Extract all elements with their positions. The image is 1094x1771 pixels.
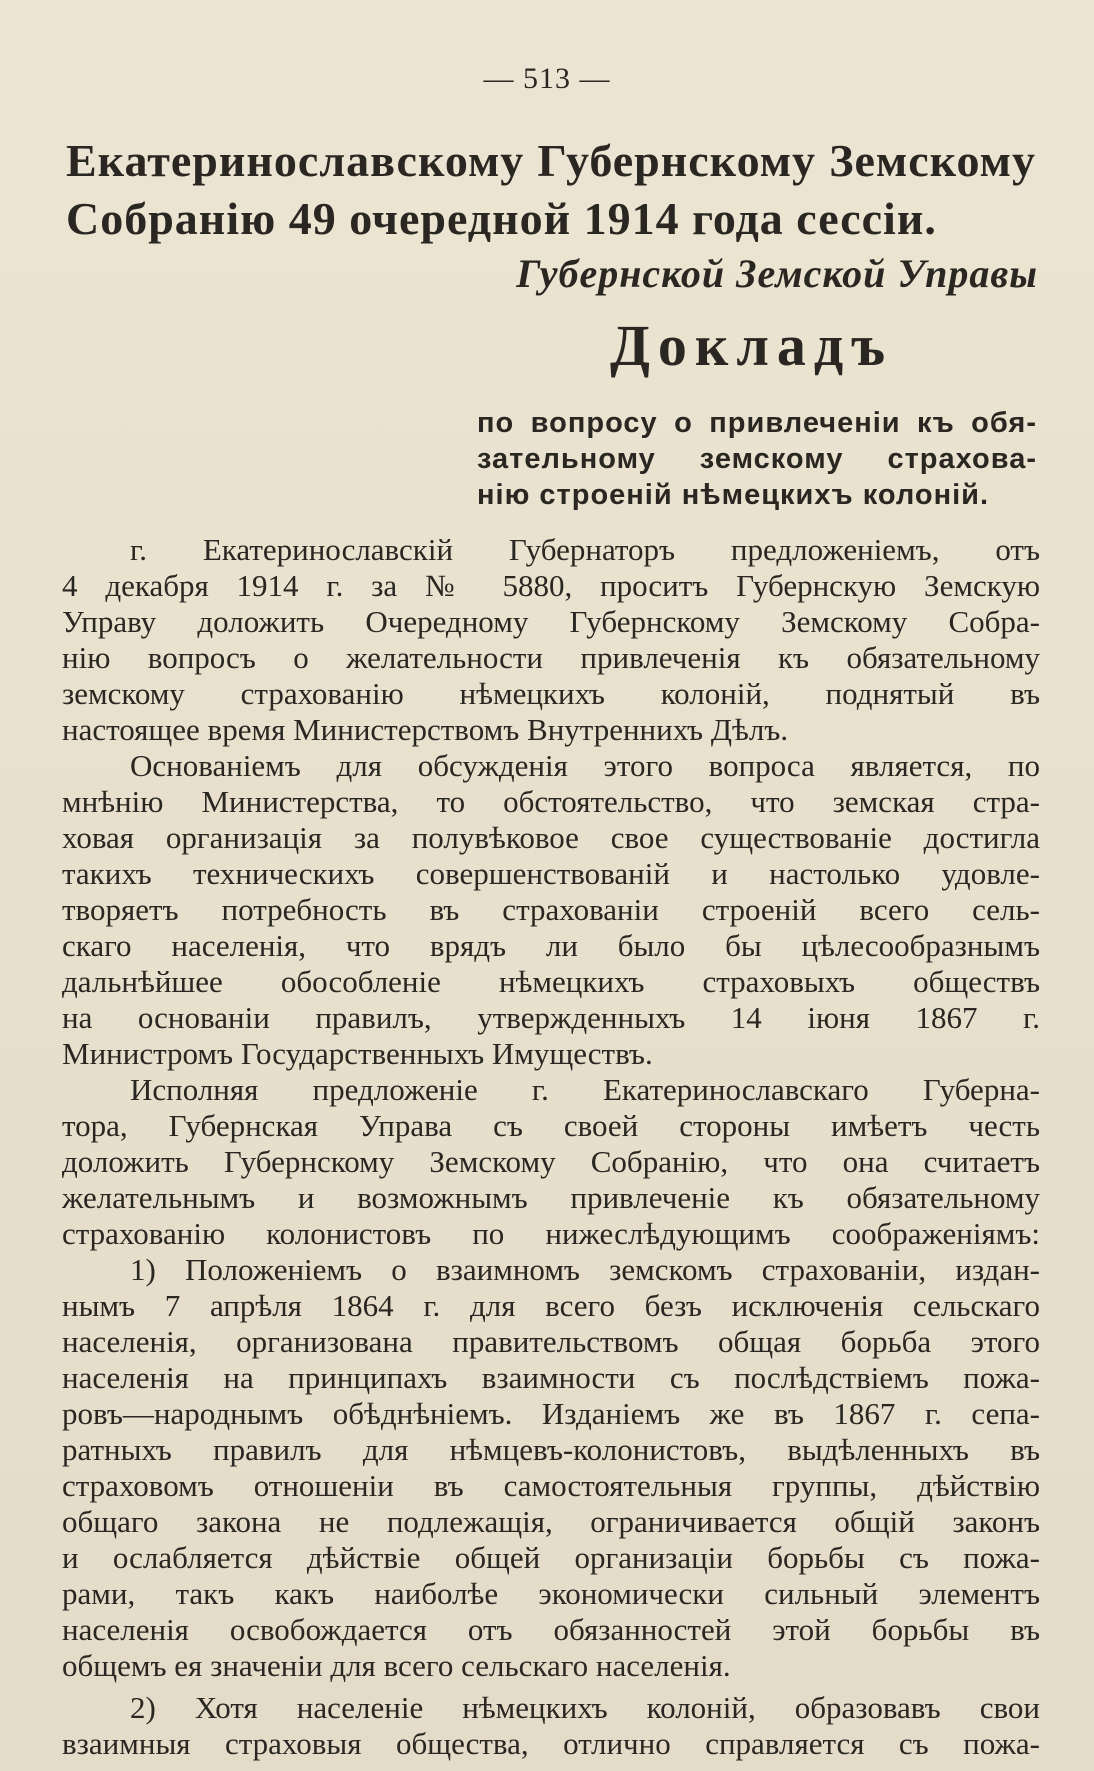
body-line: на основаніи правилъ, утвержденныхъ 14 іюня 1867 г.	[62, 1000, 1040, 1035]
title-line-2: Собранію 49 очередной 1914 года сессіи.	[66, 193, 937, 244]
body-line: Управу доложить Очередному Губернскому Земскому Собра-	[62, 604, 1040, 639]
body-line: населенія на принципахъ взаимности съ послѣдствіемъ пожа-	[62, 1360, 1040, 1395]
subject-line-2: зательному земскому страхова-	[477, 443, 1037, 475]
document-type-heading: Докладъ	[610, 313, 894, 378]
body-line: страхованію колонистовъ по нижеслѣдующимъ соображеніямъ:	[62, 1216, 1040, 1251]
body-line: 2) Хотя населеніе нѣмецкихъ колоній, образовавъ свои	[130, 1690, 1040, 1725]
body-line: ровъ—народнымъ обѣднѣніемъ. Изданіемъ же въ 1867 г. сепа-	[62, 1396, 1040, 1431]
page-number: — 513 —	[483, 62, 611, 95]
body-line: желательнымъ и возможнымъ привлеченіе къ обязательному	[62, 1180, 1040, 1215]
body-line: нію вопросъ о желательности привлеченія къ обязательному	[62, 640, 1040, 675]
body-line: ратныхъ правилъ для нѣмцевъ-колонистовъ, выдѣленныхъ въ	[62, 1432, 1040, 1467]
body-line: населенія, организована правительствомъ общая борьба этого	[62, 1324, 1040, 1359]
body-line: общаго закона не подлежащія, ограничивается общій законъ	[62, 1504, 1040, 1539]
title-line-1: Екатеринославскому Губернскому Земскому	[66, 135, 1036, 186]
body-line: такихъ техническихъ совершенствованій и настолько удовле-	[62, 856, 1040, 891]
body-line: г. Екатеринославскій Губернаторъ предложеніемъ, отъ	[130, 532, 1040, 567]
subject-line-1: по вопросу о привлеченіи къ обя-	[477, 407, 1037, 439]
body-line: Основаніемъ для обсужденія этого вопроса является, по	[130, 748, 1040, 783]
body-line: взаимныя страховыя общества, отлично справляется съ пожа-	[62, 1726, 1040, 1761]
body-line: доложить Губернскому Земскому Собранію, что она считаетъ	[62, 1144, 1040, 1179]
body-line: тора, Губернская Управа съ своей стороны имѣетъ честь	[62, 1108, 1040, 1143]
body-line: мнѣнію Министерства, то обстоятельство, что земская стра-	[62, 784, 1040, 819]
body-line: рами, такъ какъ наиболѣе экономически сильный элементъ	[62, 1576, 1040, 1611]
body-line: земскому страхованію нѣмецкихъ колоній, поднятый въ	[62, 676, 1040, 711]
body-line: творяетъ потребность въ страхованіи строеній всего сель-	[62, 892, 1040, 927]
body-line: общемъ ея значеніи для всего сельскаго населенія.	[62, 1648, 731, 1683]
body-line: ховая организація за полувѣковое свое существованіе достигла	[62, 820, 1040, 855]
document-title	[66, 132, 1036, 248]
body-line: 4 декабря 1914 г. за № 5880, проситъ Губернскую Земскую	[62, 568, 1040, 603]
body-line: и ослабляется дѣйствіе общей организаціи борьбы съ пожа-	[62, 1540, 1040, 1575]
document-subject	[477, 405, 1037, 513]
body-line: Исполняя предложеніе г. Екатеринославскаго Губерна-	[130, 1072, 1040, 1107]
body-line: дальнѣйшее обособленіе нѣмецкихъ страховыхъ обществъ	[62, 964, 1040, 999]
body-line: 1) Положеніемъ о взаимномъ земскомъ страхованіи, издан-	[130, 1252, 1040, 1287]
document-author: Губернской Земской Управы	[516, 251, 1038, 296]
body-line: нымъ 7 апрѣля 1864 г. для всего безъ исключенія сельскаго	[62, 1288, 1040, 1323]
body-line: настоящее время Министерствомъ Внутреннихъ Дѣлъ.	[62, 712, 789, 747]
subject-line-3: нію строеній нѣмецкихъ колоній.	[477, 479, 990, 511]
body-line: скаго населенія, что врядъ ли было бы цѣлесообразнымъ	[62, 928, 1040, 963]
document-body	[62, 532, 1040, 1762]
body-line: Министромъ Государственныхъ Имуществъ.	[62, 1036, 653, 1071]
body-line: страховомъ отношеніи въ самостоятельныя группы, дѣйствію	[62, 1468, 1040, 1503]
body-line: населенія освобождается отъ обязанностей этой борьбы въ	[62, 1612, 1040, 1647]
